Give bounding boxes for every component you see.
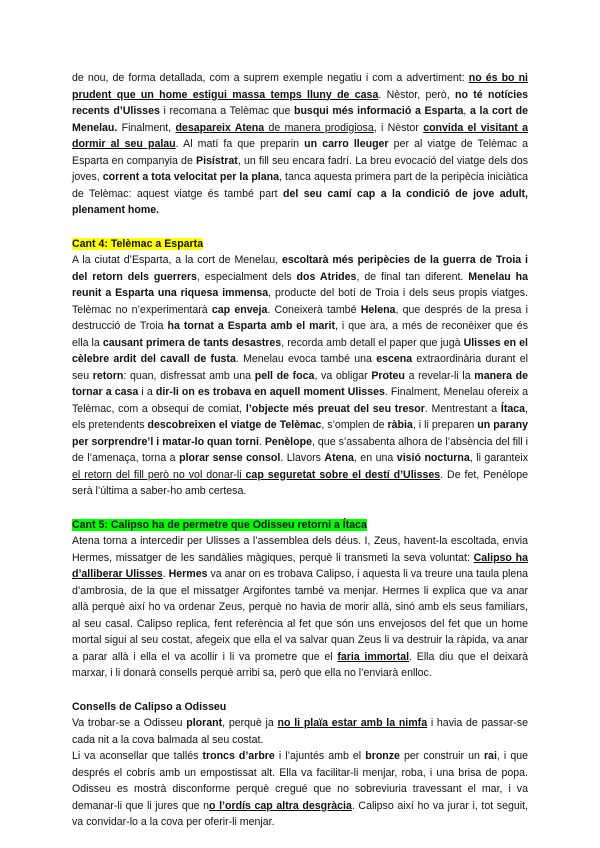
text-run: Va trobar-se a Odisseu — [72, 717, 187, 729]
text-run: va anar on es trobava Calipso, i aquesta li va treure una taula plena d’ambrosia, de la que el missatger Argifontes també va menjar. Hermes li explica que va anar allà perquè així ho va ordenar Zeus, perquè no havia de morir allà, sinó amb els seus familiars, al seu casal. Calipso replica, fent referència al fet que són uns envejosos del fet que un home mortal sigui al seu costat, afegeix que ella el va salvar quan Zeus li va destruir la ràpida, va anar a parar allà i ella el va acollir i li va prometre que el — [72, 568, 529, 663]
text-run: dir-li on es trobava en aquell moment Ulisses — [155, 386, 385, 398]
text-run: l’objecte més preuat del seu tresor — [245, 402, 425, 415]
text-run: extraordinària durant el seu — [72, 353, 528, 382]
text-run: rai — [483, 750, 497, 762]
text-run: Finalment, — [117, 121, 176, 134]
text-run: retorn — [92, 369, 124, 382]
text-run: i a — [138, 386, 156, 398]
text-run: o l’ordís cap altra desgràcia — [209, 799, 352, 812]
text-run: , un fill seu encara fadrí. La breu evocació del viatge dels dos joves, — [72, 154, 528, 183]
text-run: bronze — [365, 750, 400, 762]
text-run: Penèlope — [264, 435, 312, 448]
text-run: Proteu — [371, 369, 405, 382]
text-run: Atena — [324, 452, 354, 464]
text-run: i havia de passar-se cada nit a la cova balmada al seu costat. — [72, 717, 528, 746]
text-run: , i Nèstor — [373, 121, 424, 134]
text-run: , perquè ja — [222, 717, 278, 729]
text-run: Helena — [360, 303, 396, 316]
text-run: a revelar-li la — [404, 369, 475, 382]
text-run: cap enveja — [211, 303, 268, 316]
text-run: . Ella diu que el deixarà marxar, i li donarà consells perquè arribi sa, però que ella no l’enviarà enlloc. — [72, 650, 528, 679]
text-run: faria immortal — [337, 650, 410, 663]
consells-paragraph-2 — [72, 748, 528, 831]
text-run: un parany per sorprendre’l i matar-lo quan torni — [72, 419, 528, 448]
text-run: del seu camí cap a la condició de jove adult, plenament home. — [72, 187, 528, 216]
intro-paragraph — [72, 70, 528, 219]
cant4-paragraph — [72, 252, 528, 500]
text-run: A la ciutat d’Esparta, a la cort de Menelau, — [72, 254, 282, 266]
text-run: Ítaca — [500, 402, 526, 415]
text-run: causant primera de tants desastres — [102, 336, 282, 349]
text-run: . Calipso així ho va jurar i, tot seguit, va convidar-lo a la cova per oferir-li menjar. — [72, 799, 528, 828]
consells-paragraph-1 — [72, 715, 528, 748]
text-run: dos Atrides — [296, 270, 357, 283]
text-run: , tanca aquesta primera part de la peripècia iniciàtica de Telèmac: aquest viatge és també part — [72, 171, 528, 200]
consells-heading: Consells de Calipso a Odisseu — [72, 700, 227, 713]
text-run: plorant — [186, 717, 223, 729]
text-run: Calipso ha d’alliberar Ulisses — [72, 551, 528, 580]
text-run: no li plaïa estar amb la nimfa — [277, 717, 428, 729]
text-run: , recorda amb detall el paper que jugà — [281, 336, 464, 349]
text-run: i l’ajuntés amb el — [274, 750, 366, 762]
text-run: , i que ara, a més de reconèixer que és ella la — [72, 320, 528, 349]
text-run: pell de foca — [254, 369, 315, 382]
text-run: , s’omplen de — [321, 419, 388, 431]
text-run: , els pretendents — [72, 402, 529, 431]
text-run: . — [162, 568, 169, 580]
text-run: , i que després el cobrís amb un empostissat alt. Ella va facilitar-li menjar, roba, i una brisa de popa. Odisseu es mostrà disconforme perquè cregué que no sobreviuria travessant el mar, i va demanar-li que li jures que n — [72, 750, 529, 812]
text-run: busqui més informació a Esparta — [293, 105, 464, 117]
text-run: per al viatge de Telèmac a Esparta en companyia de — [72, 138, 529, 167]
text-run: , va obligar — [314, 369, 372, 382]
text-run: el retorn del fill però no vol donar-li — [72, 468, 246, 481]
text-run: ràbia — [387, 419, 413, 431]
text-run: no és bo ni prudent que un home estigui massa temps lluny de casa — [72, 72, 528, 101]
text-run: descobreixen el viatge de Telèmac — [147, 419, 322, 431]
text-run: : quan, disfressat amb una — [123, 369, 255, 382]
text-run: , i li preparen — [412, 419, 478, 431]
text-run: no té notícies recents d’Ulisses — [72, 88, 529, 117]
text-run: de manera prodigiosa — [264, 121, 374, 134]
document-page — [72, 70, 528, 831]
text-run: manera de tornar a casa — [72, 369, 529, 398]
text-run: visió nocturna — [396, 452, 470, 464]
text-run: escena — [376, 353, 413, 365]
text-run: , — [463, 105, 470, 117]
text-run: plorar sense consol — [179, 452, 281, 464]
text-run: Atena torna a intercedir per Ulisses a l’assemblea dels déus. I, Zeus, havent-la escoltada, envia Hermes, missatger de les sandàlies màgiques, perquè li transmeti la seva voluntat: — [72, 535, 528, 564]
cant4-heading — [72, 236, 528, 253]
text-run: Li va aconsellar que tallés — [72, 750, 203, 762]
text-run: , en una — [353, 452, 397, 464]
text-run: troncs d’arbre — [202, 750, 275, 762]
text-run: convida el visitant a dormir al seu palau — [72, 121, 528, 150]
text-run: Hermes — [168, 568, 208, 580]
text-run: . Finalment, Menelau ofereix a Telèmac, com a obsequi de comiat, — [72, 386, 529, 415]
text-run: . Menelau evoca també una — [235, 353, 377, 365]
text-run: cap seguretat sobre el destí d’Ulisses — [245, 468, 441, 481]
text-run: , de final tan diferent. — [356, 270, 469, 283]
text-run: i recomana a Telèmac que — [159, 105, 294, 117]
text-run: , especialment dels — [196, 270, 297, 283]
text-run: de nou, de forma detallada, com a suprem exemple negatiu i com a advertiment: — [72, 72, 469, 84]
cant5-paragraph — [72, 533, 528, 682]
cant5-heading — [72, 517, 528, 534]
text-run: . Coneixerà també — [267, 303, 361, 316]
text-run: . De fet, Penèlope serà l’última a saber-ho amb certesa. — [72, 468, 528, 497]
text-run: un carro lleuger — [304, 138, 389, 150]
text-run: Menelau ha reunit a Esparta una riquesa immensa — [72, 270, 528, 299]
text-run: a la cort de Menelau. — [72, 105, 529, 134]
cant4-heading-text: Cant 4: Telèmac a Esparta — [72, 237, 204, 250]
text-run: Pisístrat — [196, 154, 238, 167]
text-run: , que després de la presa i destrucció de Troia — [72, 303, 528, 332]
text-run: corrent a tota velocitat per la plana — [102, 171, 280, 183]
cant5-heading-text: Cant 5: Calipso ha de permetre que Odisseu retorni a Ítaca — [72, 518, 367, 531]
text-run: Ulisses en el cèlebre ardit del cavall de fusta — [72, 336, 528, 365]
text-run: escoltarà més peripècies de la guerra de Troia i del retorn dels guerrers — [72, 254, 528, 283]
text-run: . Al matí fa que preparin — [175, 138, 305, 150]
text-run: , producte del botí de Troia i dels seus propis viatges. Telèmac no n’experimentarà — [72, 287, 528, 316]
text-run: . — [258, 435, 265, 448]
text-run: per construir un — [399, 750, 484, 762]
text-run: . Mentrestant a — [424, 402, 501, 415]
text-run: . Llavors — [280, 452, 325, 464]
text-run: , li garanteix — [469, 452, 529, 464]
text-run: , que s’assabenta alhora de l’absència del fill i de l’amenaça, torna a — [72, 435, 528, 464]
text-run: desapareix Atena — [175, 121, 265, 134]
text-run: ha tornat a Esparta amb el marit — [167, 320, 336, 332]
text-run: . Nèstor, però, — [378, 88, 455, 101]
